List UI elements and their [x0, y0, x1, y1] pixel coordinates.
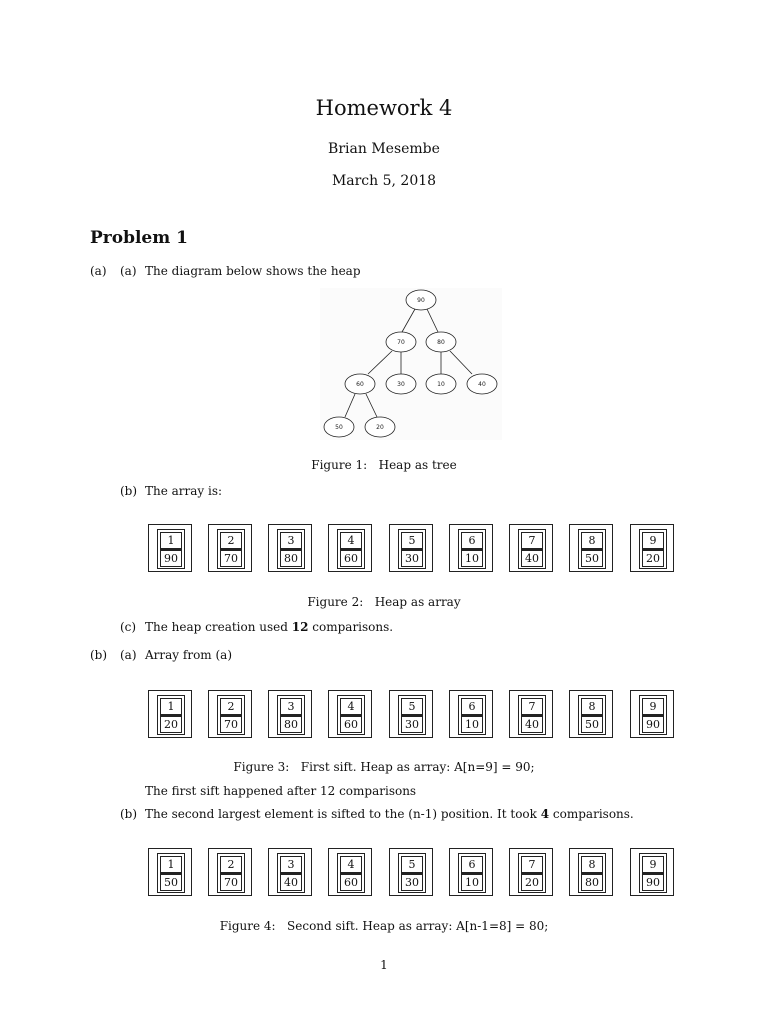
tree-node-label: 40 [478, 381, 486, 388]
array-index: 9 [642, 856, 664, 873]
part-b-b-text [145, 807, 634, 821]
array-index: 8 [581, 698, 603, 715]
array-index: 5 [401, 856, 423, 873]
array-value: 90 [642, 873, 664, 891]
array-cell [208, 848, 252, 896]
array-value: 10 [461, 873, 483, 891]
array-index: 5 [401, 532, 423, 549]
array-cell [389, 524, 433, 572]
array-index: 1 [160, 698, 182, 715]
array-value: 40 [280, 873, 302, 891]
array-index: 2 [220, 532, 242, 549]
array-value: 20 [160, 715, 182, 733]
array-index: 6 [461, 532, 483, 549]
array-cell [208, 524, 252, 572]
part-a-b-text: The array is: [145, 484, 223, 498]
part-a-c-text-pre: The heap creation used [145, 620, 292, 634]
array-cell [630, 848, 674, 896]
part-b-a-text: Array from (a) [145, 648, 232, 662]
array-cell [569, 848, 613, 896]
array-cell [569, 524, 613, 572]
array-cell [569, 690, 613, 738]
array-value: 10 [461, 715, 483, 733]
array-value: 10 [461, 549, 483, 567]
figure-4-caption: Figure 4: Second sift. Heap as array: A[n-1=8] = 80; [219, 919, 549, 933]
array-cell [449, 848, 493, 896]
array-index: 7 [521, 532, 543, 549]
array-value: 90 [642, 715, 664, 733]
figure-3-caption: Figure 3: First sift. Heap as array: A[n=9] = 90; [233, 760, 535, 774]
page-number: 1 [380, 958, 388, 972]
array-value: 60 [340, 715, 362, 733]
array-cell [389, 848, 433, 896]
array-index: 1 [160, 532, 182, 549]
tree-node-label: 60 [356, 381, 364, 388]
array-cell [268, 524, 312, 572]
comparison-count: 4 [540, 807, 550, 821]
array-index: 4 [340, 856, 362, 873]
part-b-label: (b) [90, 648, 108, 662]
array-3 [0, 848, 768, 900]
array-index: 6 [461, 698, 483, 715]
array-index: 7 [521, 698, 543, 715]
figure-2-caption: Figure 2: Heap as array [307, 595, 461, 609]
array-cell [328, 524, 372, 572]
array-value: 80 [280, 715, 302, 733]
tree-node-label: 10 [437, 381, 445, 388]
array-cell [630, 690, 674, 738]
first-sift-note: The first sift happened after 12 comparisons [145, 784, 417, 798]
part-a-c-label: (c) [120, 620, 137, 634]
array-index: 7 [521, 856, 543, 873]
array-value: 30 [401, 873, 423, 891]
array-value: 50 [581, 715, 603, 733]
part-a-a-text: The diagram below shows the heap [145, 264, 361, 278]
array-value: 70 [220, 715, 242, 733]
array-value: 60 [340, 549, 362, 567]
part-a-a-label: (a) [120, 264, 137, 278]
array-value: 80 [280, 549, 302, 567]
array-index: 3 [280, 532, 302, 549]
heap-tree-diagram [320, 288, 502, 440]
array-cell [268, 690, 312, 738]
tree-node-label: 90 [417, 297, 425, 304]
array-value: 40 [521, 549, 543, 567]
array-value: 20 [642, 549, 664, 567]
tree-node-label: 30 [397, 381, 405, 388]
document-title: Homework 4 [315, 96, 453, 120]
part-a-c-text [145, 620, 393, 634]
array-cell [509, 524, 553, 572]
array-index: 3 [280, 856, 302, 873]
tree-background [320, 288, 502, 440]
array-value: 80 [581, 873, 603, 891]
array-index: 4 [340, 698, 362, 715]
array-cell [389, 690, 433, 738]
array-value: 70 [220, 873, 242, 891]
comparison-count: 12 [291, 620, 309, 634]
array-cell [208, 690, 252, 738]
array-cell [148, 848, 192, 896]
array-value: 70 [220, 549, 242, 567]
array-cell [148, 690, 192, 738]
tree-node-label: 80 [437, 339, 445, 346]
array-cell [509, 848, 553, 896]
array-cell [148, 524, 192, 572]
part-a-c-text-post: comparisons. [308, 620, 394, 634]
part-a-b-label: (b) [120, 484, 138, 498]
part-b-b-label: (b) [120, 807, 138, 821]
part-a-label: (a) [90, 264, 107, 278]
tree-node-label: 50 [335, 424, 343, 431]
array-index: 3 [280, 698, 302, 715]
array-cell [509, 690, 553, 738]
array-index: 2 [220, 698, 242, 715]
array-index: 8 [581, 532, 603, 549]
array-cell [449, 690, 493, 738]
figure-1-caption: Figure 1: Heap as tree [311, 458, 457, 472]
array-index: 6 [461, 856, 483, 873]
array-cell [268, 848, 312, 896]
array-cell [328, 848, 372, 896]
part-b-b-text-post: comparisons. [549, 807, 634, 821]
array-value: 50 [581, 549, 603, 567]
array-index: 4 [340, 532, 362, 549]
part-b-b-text-pre: The second largest element is sifted to the (n-1) position. It took [145, 807, 541, 821]
author-name: Brian Mesembe [328, 141, 440, 157]
array-value: 30 [401, 715, 423, 733]
array-value: 50 [160, 873, 182, 891]
array-index: 8 [581, 856, 603, 873]
tree-node-label: 70 [397, 339, 405, 346]
array-index: 2 [220, 856, 242, 873]
array-value: 60 [340, 873, 362, 891]
array-cell [328, 690, 372, 738]
array-value: 30 [401, 549, 423, 567]
array-value: 90 [160, 549, 182, 567]
array-index: 5 [401, 698, 423, 715]
array-index: 9 [642, 532, 664, 549]
array-cell [449, 524, 493, 572]
part-b-a-label: (a) [120, 648, 137, 662]
tree-node-label: 20 [376, 424, 384, 431]
document-date: March 5, 2018 [331, 173, 437, 189]
array-index: 1 [160, 856, 182, 873]
array-cell [630, 524, 674, 572]
array-2 [0, 690, 768, 742]
array-1 [0, 524, 768, 576]
problem-heading: Problem 1 [90, 228, 188, 248]
array-value: 40 [521, 715, 543, 733]
array-index: 9 [642, 698, 664, 715]
array-value: 20 [521, 873, 543, 891]
